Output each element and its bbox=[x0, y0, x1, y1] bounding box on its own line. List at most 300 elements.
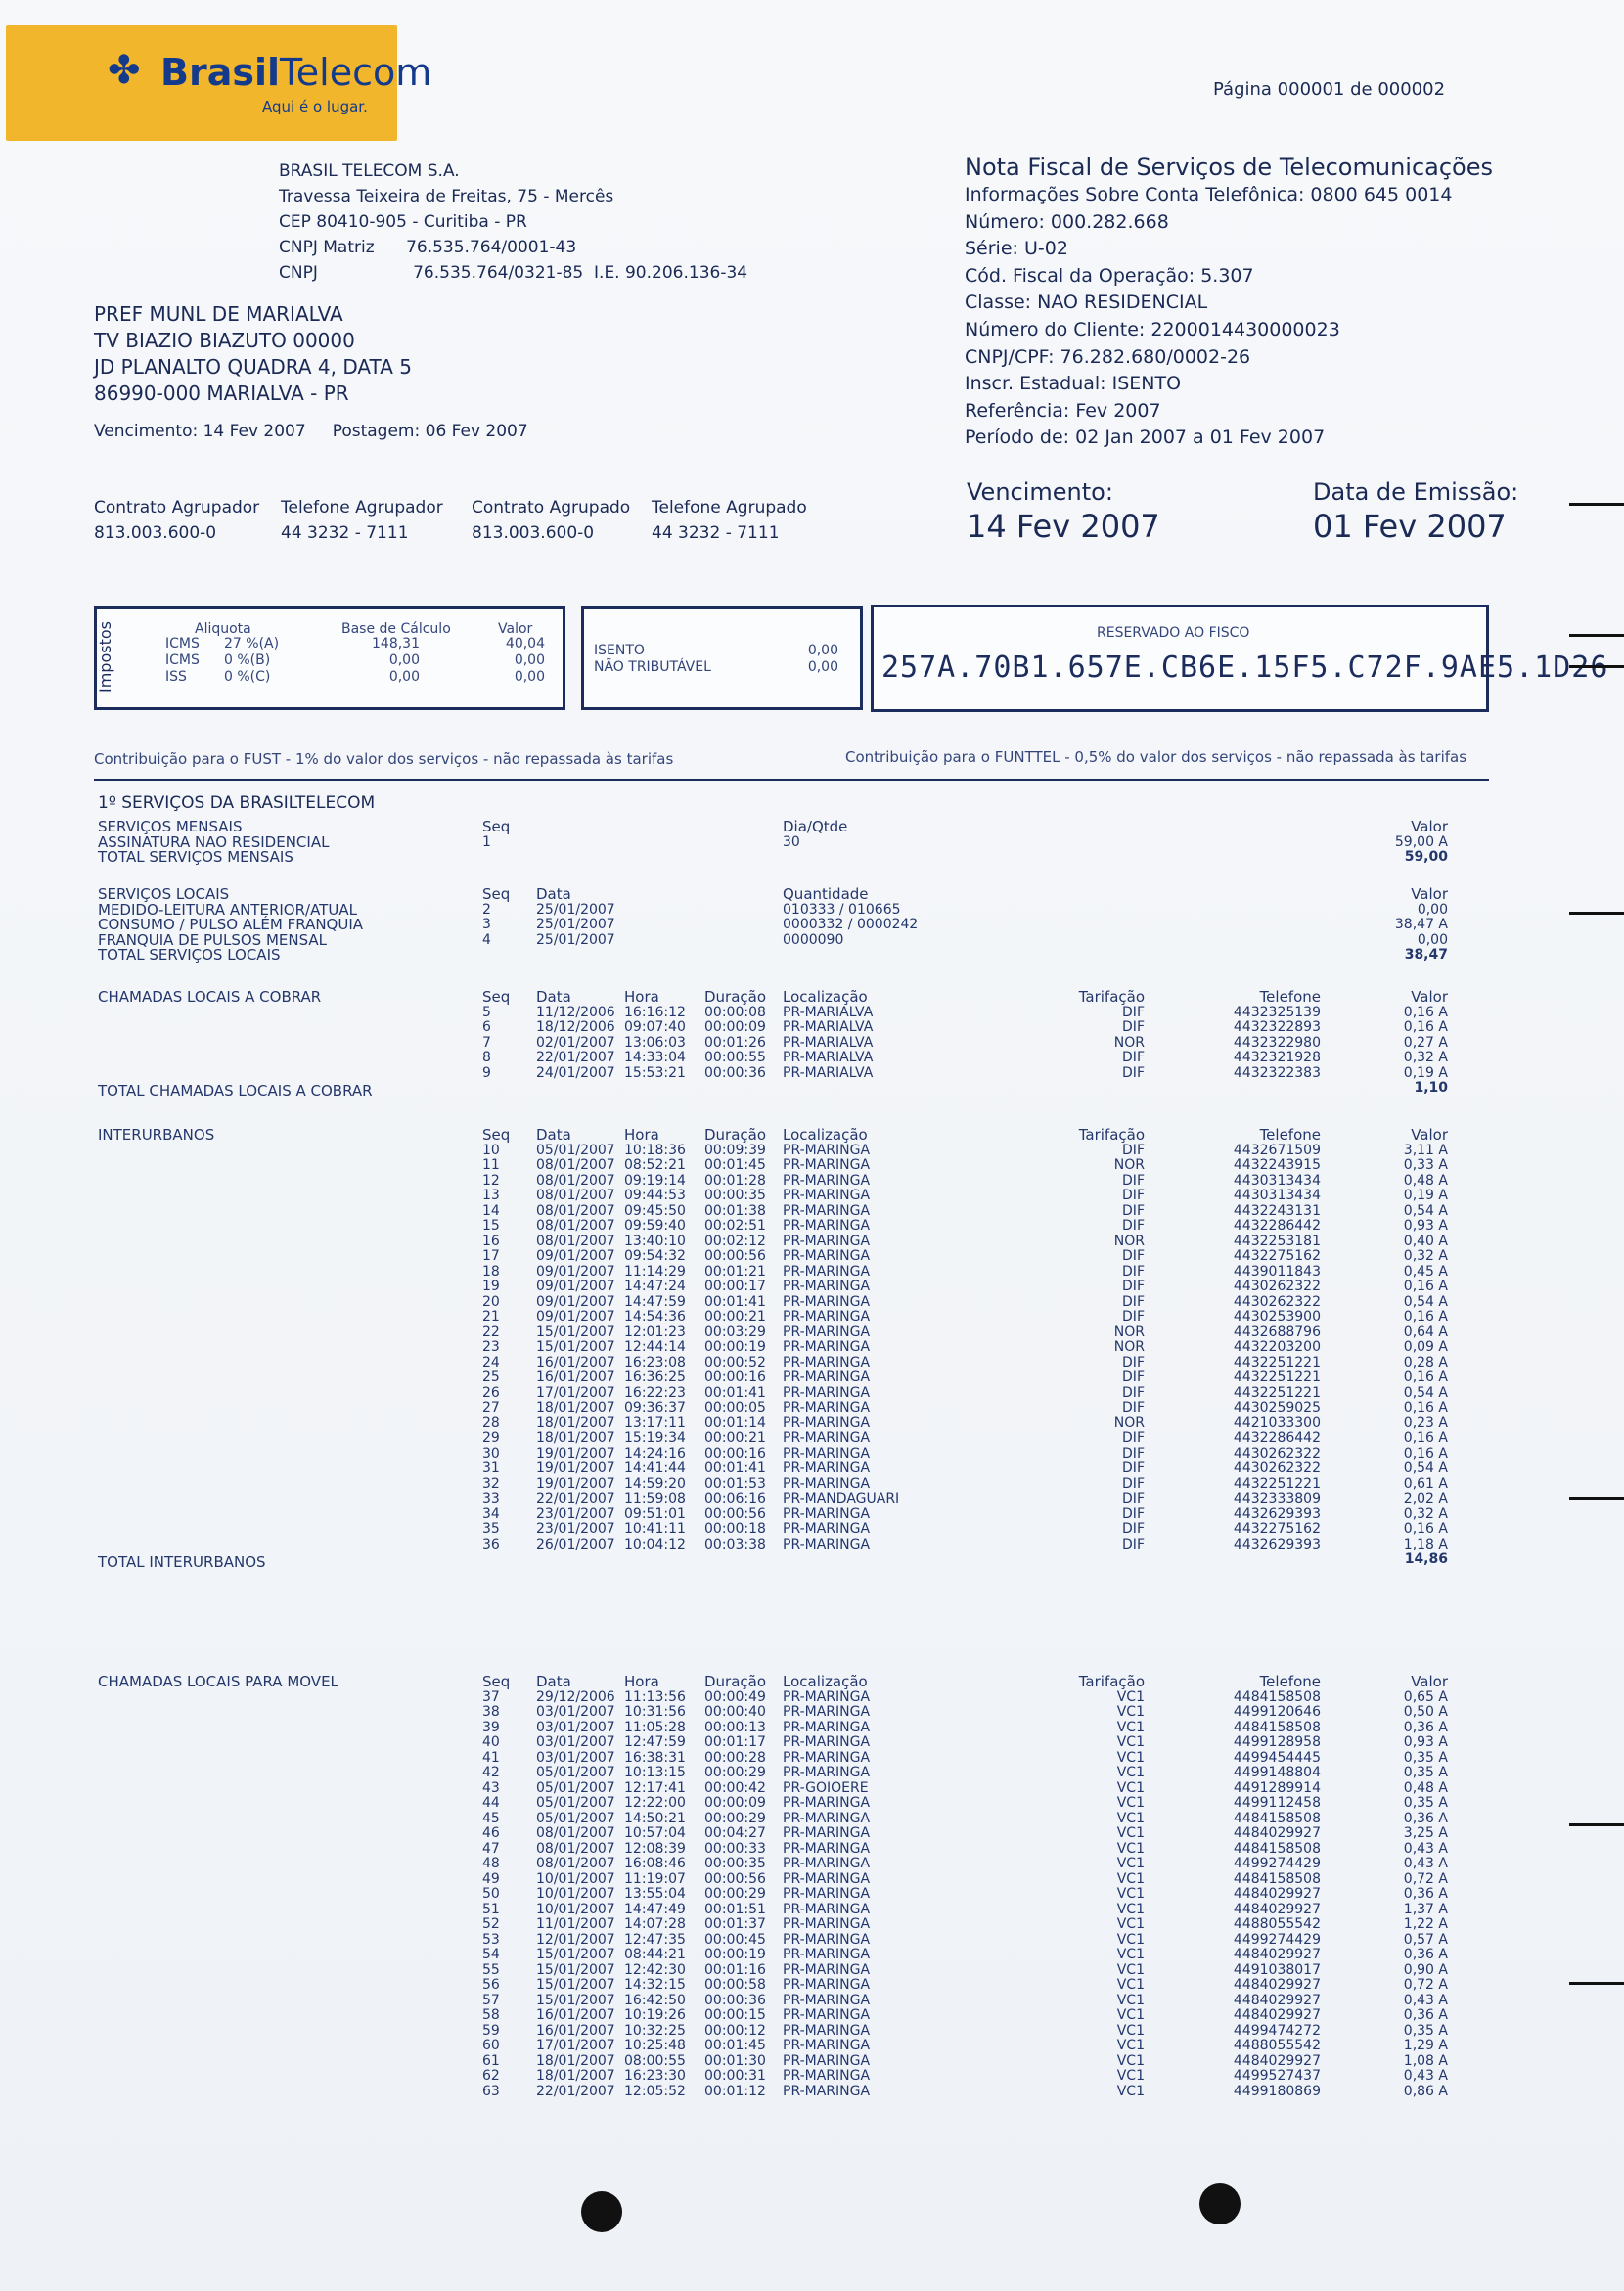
table-cell: 03/01/2007 bbox=[536, 1734, 615, 1750]
table-cell: PR-MARINGA bbox=[783, 1886, 871, 1902]
table-cell: DIF bbox=[1122, 1384, 1145, 1401]
table-cell: DIF bbox=[1122, 1218, 1145, 1234]
table-cell: PR-MARINGA bbox=[783, 2038, 871, 2053]
table-cell: 16:42:50 bbox=[624, 1992, 686, 2008]
table-cell: 00:00:49 bbox=[704, 1688, 766, 1705]
table-cell: 16/01/2007 bbox=[536, 1354, 615, 1370]
table-cell: 0,72 A bbox=[1403, 1977, 1448, 1993]
table-cell: 37 bbox=[482, 1688, 500, 1705]
table-cell: DIF bbox=[1122, 1019, 1145, 1035]
collect-calls-header-duration: Duração bbox=[704, 988, 767, 1006]
table-cell: 4499128958 bbox=[1233, 1734, 1321, 1750]
table-cell: 4432243915 bbox=[1233, 1157, 1321, 1173]
collect-calls-header-date: Data bbox=[536, 988, 571, 1006]
table-cell: 4499274429 bbox=[1233, 1856, 1321, 1871]
table-cell: 1,08 A bbox=[1403, 2052, 1448, 2069]
table-cell: 4432251221 bbox=[1233, 1370, 1321, 1385]
table-cell: 4432322980 bbox=[1233, 1034, 1321, 1051]
fisco-box bbox=[871, 605, 1609, 712]
table-cell: 4484158508 bbox=[1233, 1719, 1321, 1735]
table-cell: PR-MARINGA bbox=[783, 1961, 871, 1978]
table-cell: 00:01:14 bbox=[704, 1415, 766, 1431]
table-cell: PR-MARIALVA bbox=[783, 1064, 874, 1081]
long-distance-calls-title: INTERURBANOS bbox=[98, 1126, 215, 1144]
table-cell: 4499527437 bbox=[1233, 2068, 1321, 2084]
table-cell: PR-MARINGA bbox=[783, 1309, 871, 1325]
table-cell: 61 bbox=[482, 2052, 500, 2069]
table-cell: 57 bbox=[482, 1992, 500, 2008]
table-cell: PR-MARINGA bbox=[783, 1704, 871, 1720]
table-cell: 00:01:41 bbox=[704, 1460, 766, 1476]
mobile-calls-col-value bbox=[1350, 1675, 1448, 2099]
table-cell: PR-MARINGA bbox=[783, 1719, 871, 1735]
mobile-calls-header-seq: Seq bbox=[482, 1673, 511, 1690]
table-cell: 4484029927 bbox=[1233, 2052, 1321, 2069]
table-cell: 00:00:58 bbox=[704, 1977, 766, 1993]
table-cell: 4432203200 bbox=[1233, 1339, 1321, 1355]
table-cell: PR-GOIOERE bbox=[783, 1779, 869, 1796]
table-cell: PR-MARINGA bbox=[783, 1370, 871, 1385]
table-cell: 5 bbox=[482, 1004, 491, 1020]
table-cell: 00:00:36 bbox=[704, 1992, 766, 2008]
table-cell: 0,36 A bbox=[1403, 1947, 1448, 1962]
table-cell: 4484029927 bbox=[1233, 1947, 1321, 1962]
invoice-info: Nota Fiscal de Serviços de Telecomunicações Informações Sobre Conta Telefônica: 0800 645 0014 Número: 000.282.668 Série: U-02 Cód. Fiscal da Operação: 5.307 Classe: NAO RESIDENCIAL Número do Cliente: 2200014430000023 CNPJ/CPF: 76.282.680/0002-26 Inscr. Estadual: ISENTO Referência: Fev 2007 Período de: 02 Jan 2007 a 01 Fev 2007 bbox=[965, 154, 1493, 449]
table-cell: 0,33 A bbox=[1403, 1157, 1448, 1173]
table-cell: 0,43 A bbox=[1403, 1856, 1448, 1871]
mobile-calls-header-value: Valor bbox=[1411, 1673, 1448, 1690]
table-cell: PR-MARINGA bbox=[783, 1521, 871, 1537]
table-cell: PR-MARIALVA bbox=[783, 1019, 874, 1035]
table-cell: 4432322383 bbox=[1233, 1064, 1321, 1081]
table-cell: 05/01/2007 bbox=[536, 1142, 615, 1158]
table-cell: 4432251221 bbox=[1233, 1384, 1321, 1401]
table-cell: 20 bbox=[482, 1293, 500, 1310]
table-cell: 32 bbox=[482, 1475, 500, 1492]
table-cell: 19/01/2007 bbox=[536, 1460, 615, 1476]
brasiltelecom-logo-icon: ✤ bbox=[108, 48, 141, 93]
table-cell: DIF bbox=[1122, 1521, 1145, 1537]
table-cell: 00:00:52 bbox=[704, 1354, 766, 1370]
table-cell: 1,29 A bbox=[1403, 2038, 1448, 2053]
section-title: 1º SERVIÇOS DA BRASILTELECOM bbox=[98, 793, 376, 813]
table-cell: 0,09 A bbox=[1403, 1339, 1448, 1355]
table-cell: 09:51:01 bbox=[624, 1505, 686, 1522]
table-cell: 0,19 A bbox=[1403, 1064, 1448, 1081]
table-cell: 54 bbox=[482, 1947, 500, 1962]
table-cell: PR-MARINGA bbox=[783, 1931, 871, 1948]
table-cell: 14:50:21 bbox=[624, 1810, 686, 1826]
table-cell: 03/01/2007 bbox=[536, 1704, 615, 1720]
table-cell: VC1 bbox=[1116, 2052, 1145, 2069]
monthly-days: Dia/Qtde 30 bbox=[783, 818, 848, 850]
table-cell: PR-MARINGA bbox=[783, 1795, 871, 1811]
table-cell: 14:54:36 bbox=[624, 1309, 686, 1325]
collect-calls-header-value: Valor bbox=[1411, 988, 1448, 1006]
table-cell: 4488055542 bbox=[1233, 2038, 1321, 2053]
tax-names: ICMS ICMS ISS bbox=[165, 636, 200, 685]
table-cell: 18/12/2006 bbox=[536, 1019, 615, 1035]
table-cell: 0,43 A bbox=[1403, 2068, 1448, 2084]
table-cell: 49 bbox=[482, 1870, 500, 1887]
mobile-calls-title: CHAMADAS LOCAIS PARA MOVEL bbox=[98, 1673, 338, 1690]
table-cell: 23 bbox=[482, 1339, 500, 1355]
mobile-calls-header-phone: Telefone bbox=[1259, 1673, 1321, 1690]
table-cell: VC1 bbox=[1116, 2022, 1145, 2039]
table-cell: 17/01/2007 bbox=[536, 2038, 615, 2053]
table-cell: 16:23:08 bbox=[624, 1354, 686, 1370]
table-cell: 4432688796 bbox=[1233, 1324, 1321, 1340]
brasiltelecom-logo bbox=[6, 25, 432, 141]
table-cell: 3,11 A bbox=[1403, 1142, 1448, 1158]
table-cell: NOR bbox=[1113, 1034, 1145, 1051]
table-cell: 00:01:28 bbox=[704, 1172, 766, 1189]
table-cell: 12:47:59 bbox=[624, 1734, 686, 1750]
table-cell: 16:38:31 bbox=[624, 1749, 686, 1766]
mobile-calls-header-duration: Duração bbox=[704, 1673, 767, 1690]
table-cell: 14:32:15 bbox=[624, 1977, 686, 1993]
table-cell: PR-MARINGA bbox=[783, 1157, 871, 1173]
table-cell: 62 bbox=[482, 2068, 500, 2084]
table-cell: 4432333809 bbox=[1233, 1491, 1321, 1506]
table-cell: 00:00:29 bbox=[704, 1886, 766, 1902]
table-cell: 14:47:59 bbox=[624, 1293, 686, 1310]
collect-calls-title: CHAMADAS LOCAIS A COBRAR bbox=[98, 988, 322, 1006]
table-cell: 0,32 A bbox=[1403, 1050, 1448, 1065]
collect-calls-col-value bbox=[1350, 990, 1448, 1097]
scan-mark bbox=[1569, 1497, 1624, 1500]
table-cell: 55 bbox=[482, 1961, 500, 1978]
tax-box bbox=[94, 606, 565, 710]
table-cell: 6 bbox=[482, 1019, 491, 1035]
table-cell: 0,16 A bbox=[1403, 1279, 1448, 1294]
table-cell: DIF bbox=[1122, 1202, 1145, 1219]
table-cell: 00:00:29 bbox=[704, 1810, 766, 1826]
table-cell: VC1 bbox=[1116, 1765, 1145, 1780]
table-cell: PR-MARINGA bbox=[783, 1688, 871, 1705]
table-cell: 4421033300 bbox=[1233, 1415, 1321, 1431]
table-cell: VC1 bbox=[1116, 1779, 1145, 1796]
table-cell: 45 bbox=[482, 1810, 500, 1826]
table-cell: 4430259025 bbox=[1233, 1400, 1321, 1415]
table-cell: 0,16 A bbox=[1403, 1445, 1448, 1461]
table-cell: 14:47:24 bbox=[624, 1279, 686, 1294]
table-cell: 4484158508 bbox=[1233, 1810, 1321, 1826]
table-cell: PR-MARINGA bbox=[783, 1505, 871, 1522]
table-cell: 0,43 A bbox=[1403, 1992, 1448, 2008]
table-cell: 0,27 A bbox=[1403, 1034, 1448, 1051]
table-cell: VC1 bbox=[1116, 1734, 1145, 1750]
table-cell: DIF bbox=[1122, 1445, 1145, 1461]
table-cell: 11/01/2007 bbox=[536, 1916, 615, 1932]
table-cell: PR-MARINGA bbox=[783, 2083, 871, 2099]
table-cell: 0,54 A bbox=[1403, 1293, 1448, 1310]
table-cell: DIF bbox=[1122, 1430, 1145, 1446]
table-cell: 0,64 A bbox=[1403, 1324, 1448, 1340]
table-cell: 7 bbox=[482, 1034, 491, 1051]
table-cell: 4430313434 bbox=[1233, 1172, 1321, 1189]
table-cell: 4499180869 bbox=[1233, 2083, 1321, 2099]
table-cell: 14:41:44 bbox=[624, 1460, 686, 1476]
table-cell: 00:00:09 bbox=[704, 1019, 766, 1035]
table-cell: 08/01/2007 bbox=[536, 1188, 615, 1203]
table-cell: 4484029927 bbox=[1233, 1886, 1321, 1902]
table-cell: PR-MARINGA bbox=[783, 1233, 871, 1249]
table-cell: 00:00:36 bbox=[704, 1064, 766, 1081]
table-cell: 30 bbox=[482, 1445, 500, 1461]
table-cell: 12 bbox=[482, 1172, 500, 1189]
table-cell: 4491289914 bbox=[1233, 1779, 1321, 1796]
long-distance-calls-header-location: Localização bbox=[783, 1126, 868, 1144]
table-cell: 4432275162 bbox=[1233, 1521, 1321, 1537]
table-cell: 10:04:12 bbox=[624, 1536, 686, 1552]
local-dates: Data 25/01/2007 25/01/2007 25/01/2007 bbox=[536, 885, 615, 948]
table-cell: 35 bbox=[482, 1521, 500, 1537]
table-cell: VC1 bbox=[1116, 1992, 1145, 2008]
table-cell: DIF bbox=[1122, 1279, 1145, 1294]
table-cell: 33 bbox=[482, 1491, 500, 1506]
table-cell: PR-MARINGA bbox=[783, 1415, 871, 1431]
table-cell: PR-MARINGA bbox=[783, 1475, 871, 1492]
table-cell: 10/01/2007 bbox=[536, 1870, 615, 1887]
table-cell: 15/01/2007 bbox=[536, 1324, 615, 1340]
table-cell: 2,02 A bbox=[1403, 1491, 1448, 1506]
table-cell: PR-MARINGA bbox=[783, 1445, 871, 1461]
table-cell: 26 bbox=[482, 1384, 500, 1401]
table-cell: PR-MARINGA bbox=[783, 1172, 871, 1189]
table-cell: 16 bbox=[482, 1233, 500, 1249]
table-cell: 29 bbox=[482, 1430, 500, 1446]
table-cell: 15/01/2007 bbox=[536, 1339, 615, 1355]
table-cell: VC1 bbox=[1116, 1870, 1145, 1887]
table-cell: 23/01/2007 bbox=[536, 1505, 615, 1522]
table-cell: 0,45 A bbox=[1403, 1263, 1448, 1280]
mobile-calls-col-seq bbox=[482, 1675, 521, 2099]
table-cell: 00:01:30 bbox=[704, 2052, 766, 2069]
table-cell: 0,61 A bbox=[1403, 1475, 1448, 1492]
table-cell: 4430262322 bbox=[1233, 1279, 1321, 1294]
tax-header-aliquota: Aliquota bbox=[195, 621, 251, 637]
collect-calls-col-tariff bbox=[1076, 990, 1145, 1081]
table-cell: 0,54 A bbox=[1403, 1460, 1448, 1476]
table-cell: 03/01/2007 bbox=[536, 1749, 615, 1766]
table-cell: 00:00:05 bbox=[704, 1400, 766, 1415]
table-cell: PR-MARINGA bbox=[783, 1430, 871, 1446]
table-cell: PR-MARINGA bbox=[783, 1840, 871, 1857]
table-cell: 18/01/2007 bbox=[536, 2052, 615, 2069]
table-cell: 00:00:09 bbox=[704, 1795, 766, 1811]
long-distance-calls-header-phone: Telefone bbox=[1259, 1126, 1321, 1144]
table-cell: 10:41:11 bbox=[624, 1521, 686, 1537]
table-cell: 0,23 A bbox=[1403, 1415, 1448, 1431]
table-cell: 26/01/2007 bbox=[536, 1536, 615, 1552]
table-cell: DIF bbox=[1122, 1248, 1145, 1264]
table-cell: 14:24:16 bbox=[624, 1445, 686, 1461]
section-divider bbox=[94, 779, 1489, 781]
table-cell: PR-MARINGA bbox=[783, 1536, 871, 1552]
table-cell: 52 bbox=[482, 1916, 500, 1932]
table-cell: 13:17:11 bbox=[624, 1415, 686, 1431]
table-cell: 15:53:21 bbox=[624, 1064, 686, 1081]
table-cell: 0,57 A bbox=[1403, 1931, 1448, 1948]
table-cell: 12:44:14 bbox=[624, 1339, 686, 1355]
table-cell: 0,65 A bbox=[1403, 1688, 1448, 1705]
table-cell: 4432251221 bbox=[1233, 1354, 1321, 1370]
collect-calls-header-tariff: Tarifação bbox=[1078, 988, 1145, 1006]
long-distance-calls-col-phone bbox=[1174, 1128, 1321, 1552]
table-cell: 00:04:27 bbox=[704, 1825, 766, 1841]
table-cell: 4432629393 bbox=[1233, 1505, 1321, 1522]
table-cell: PR-MARINGA bbox=[783, 1460, 871, 1476]
table-cell: 10:57:04 bbox=[624, 1825, 686, 1841]
long-distance-calls-header-tariff: Tarifação bbox=[1078, 1126, 1145, 1144]
table-cell: PR-MARINGA bbox=[783, 1977, 871, 1993]
table-cell: 0,35 A bbox=[1403, 1795, 1448, 1811]
table-cell: 00:00:12 bbox=[704, 2022, 766, 2039]
table-cell: 22/01/2007 bbox=[536, 1491, 615, 1506]
table-cell: PR-MARINGA bbox=[783, 1765, 871, 1780]
table-cell: 0,40 A bbox=[1403, 1233, 1448, 1249]
table-cell: 4484029927 bbox=[1233, 1977, 1321, 1993]
table-cell: 4499148804 bbox=[1233, 1765, 1321, 1780]
table-cell: PR-MARINGA bbox=[783, 1293, 871, 1310]
table-cell: 18/01/2007 bbox=[536, 2068, 615, 2084]
table-cell: 0,32 A bbox=[1403, 1248, 1448, 1264]
table-cell: 15/01/2007 bbox=[536, 1992, 615, 2008]
table-cell: 0,35 A bbox=[1403, 2022, 1448, 2039]
table-cell: 0,48 A bbox=[1403, 1779, 1448, 1796]
table-cell: 00:02:12 bbox=[704, 1233, 766, 1249]
monthly-services-labels: SERVIÇOS MENSAIS ASSINATURA NAO RESIDENCIAL TOTAL SERVIÇOS MENSAIS bbox=[98, 818, 330, 866]
table-cell: DIF bbox=[1122, 1475, 1145, 1492]
table-cell: 09/01/2007 bbox=[536, 1263, 615, 1280]
company-info: BRASIL TELECOM S.A. Travessa Teixeira de Freitas, 75 - Mercês CEP 80410-905 - Curitiba - PR CNPJ Matriz 76.535.764/0001-43 CNPJ 76.535.764/0321-85 I.E. 90.206.136-34 bbox=[279, 161, 748, 283]
table-cell: 36 bbox=[482, 1536, 500, 1552]
table-cell: 00:01:17 bbox=[704, 1734, 766, 1750]
table-cell: PR-MARINGA bbox=[783, 1263, 871, 1280]
table-cell: PR-MARINGA bbox=[783, 1142, 871, 1158]
table-cell: 00:00:15 bbox=[704, 2007, 766, 2023]
table-cell: 48 bbox=[482, 1856, 500, 1871]
table-cell: 11:05:28 bbox=[624, 1719, 686, 1735]
table-cell: 12:22:00 bbox=[624, 1795, 686, 1811]
tax-header-valor: Valor bbox=[498, 621, 533, 637]
table-cell: 11:14:29 bbox=[624, 1263, 686, 1280]
table-cell: 09/01/2007 bbox=[536, 1279, 615, 1294]
table-cell: 4432253181 bbox=[1233, 1233, 1321, 1249]
table-cell: 13 bbox=[482, 1188, 500, 1203]
table-cell: VC1 bbox=[1116, 1719, 1145, 1735]
table-cell: 4484029927 bbox=[1233, 2007, 1321, 2023]
table-cell: 16/01/2007 bbox=[536, 1370, 615, 1385]
exempt-box: ISENTO NÃO TRIBUTÁVEL 0,00 0,00 bbox=[581, 606, 863, 710]
table-cell: 15/01/2007 bbox=[536, 1961, 615, 1978]
long-distance-calls-col-tariff bbox=[1076, 1128, 1145, 1552]
table-cell: 10:18:36 bbox=[624, 1142, 686, 1158]
table-cell: 4432286442 bbox=[1233, 1218, 1321, 1234]
table-cell: 4499120646 bbox=[1233, 1704, 1321, 1720]
mobile-calls-header-time: Hora bbox=[624, 1673, 659, 1690]
table-cell: 0,16 A bbox=[1403, 1004, 1448, 1020]
table-cell: PR-MARINGA bbox=[783, 1188, 871, 1203]
due-date: Vencimento: 14 Fev 2007 bbox=[967, 478, 1160, 545]
table-cell: 00:00:40 bbox=[704, 1704, 766, 1720]
table-cell: 10:32:25 bbox=[624, 2022, 686, 2039]
scan-mark bbox=[1569, 1982, 1624, 1985]
table-cell: 0,48 A bbox=[1403, 1172, 1448, 1189]
table-cell: 10:25:48 bbox=[624, 2038, 686, 2053]
table-cell: 41 bbox=[482, 1749, 500, 1766]
table-cell: PR-MARINGA bbox=[783, 1734, 871, 1750]
table-cell: DIF bbox=[1122, 1172, 1145, 1189]
table-cell: 4484029927 bbox=[1233, 1825, 1321, 1841]
table-cell: 58 bbox=[482, 2007, 500, 2023]
table-cell: 14 bbox=[482, 1202, 500, 1219]
table-cell: PR-MANDAGUARI bbox=[783, 1491, 900, 1506]
table-cell: 09:07:40 bbox=[624, 1019, 686, 1035]
table-cell: 0,36 A bbox=[1403, 1719, 1448, 1735]
table-cell: 0,90 A bbox=[1403, 1961, 1448, 1978]
table-cell: 1,37 A bbox=[1403, 1901, 1448, 1917]
table-cell: 00:01:45 bbox=[704, 1157, 766, 1173]
table-cell: 00:01:37 bbox=[704, 1916, 766, 1932]
table-cell: 38 bbox=[482, 1704, 500, 1720]
table-cell: 4484158508 bbox=[1233, 1870, 1321, 1887]
table-cell: 51 bbox=[482, 1901, 500, 1917]
monthly-values: Valor 59,00 A 59,00 bbox=[1394, 818, 1448, 865]
table-cell: 00:09:39 bbox=[704, 1142, 766, 1158]
table-cell: 10:31:56 bbox=[624, 1704, 686, 1720]
table-cell: 00:00:13 bbox=[704, 1719, 766, 1735]
table-cell: 08/01/2007 bbox=[536, 1840, 615, 1857]
tax-bases: 148,31 0,00 0,00 bbox=[372, 636, 420, 685]
mobile-calls-header-location: Localização bbox=[783, 1673, 868, 1690]
table-cell: 4430262322 bbox=[1233, 1460, 1321, 1476]
table-cell: 3,25 A bbox=[1403, 1825, 1448, 1841]
table-cell: 34 bbox=[482, 1505, 500, 1522]
table-cell: 0,36 A bbox=[1403, 1810, 1448, 1826]
table-cell: PR-MARINGA bbox=[783, 1856, 871, 1871]
table-cell: 14:59:20 bbox=[624, 1475, 686, 1492]
table-cell: 10/01/2007 bbox=[536, 1886, 615, 1902]
table-cell: 00:00:56 bbox=[704, 1248, 766, 1264]
table-cell: 02/01/2007 bbox=[536, 1034, 615, 1051]
table-cell: 09:19:14 bbox=[624, 1172, 686, 1189]
table-cell: NOR bbox=[1113, 1324, 1145, 1340]
monthly-seq: Seq 1 bbox=[482, 818, 511, 850]
table-cell: 0,36 A bbox=[1403, 1886, 1448, 1902]
table-cell: VC1 bbox=[1116, 2083, 1145, 2099]
table-cell: 00:00:31 bbox=[704, 2068, 766, 2084]
tax-side-label: Impostos bbox=[95, 621, 114, 693]
table-cell: 0,86 A bbox=[1403, 2083, 1448, 2099]
table-cell: VC1 bbox=[1116, 1931, 1145, 1948]
table-cell: 24/01/2007 bbox=[536, 1064, 615, 1081]
table-cell: 28 bbox=[482, 1415, 500, 1431]
table-cell: 0,16 A bbox=[1403, 1400, 1448, 1415]
table-cell: 4499112458 bbox=[1233, 1795, 1321, 1811]
customer-address: PREF MUNL DE MARIALVA TV BIAZIO BIAZUTO 00000 JD PLANALTO QUADRA 4, DATA 5 86990-000 MARIALVA - PR bbox=[94, 302, 412, 405]
mobile-calls-col-time bbox=[624, 1675, 702, 2099]
table-cell: 15/01/2007 bbox=[536, 1977, 615, 1993]
table-cell: PR-MARINGA bbox=[783, 2068, 871, 2084]
table-cell: 4432321928 bbox=[1233, 1050, 1321, 1065]
table-cell: NOR bbox=[1113, 1415, 1145, 1431]
table-cell: 4432325139 bbox=[1233, 1004, 1321, 1020]
table-cell: 0,54 A bbox=[1403, 1202, 1448, 1219]
table-cell: 13:55:04 bbox=[624, 1886, 686, 1902]
table-cell: 05/01/2007 bbox=[536, 1810, 615, 1826]
